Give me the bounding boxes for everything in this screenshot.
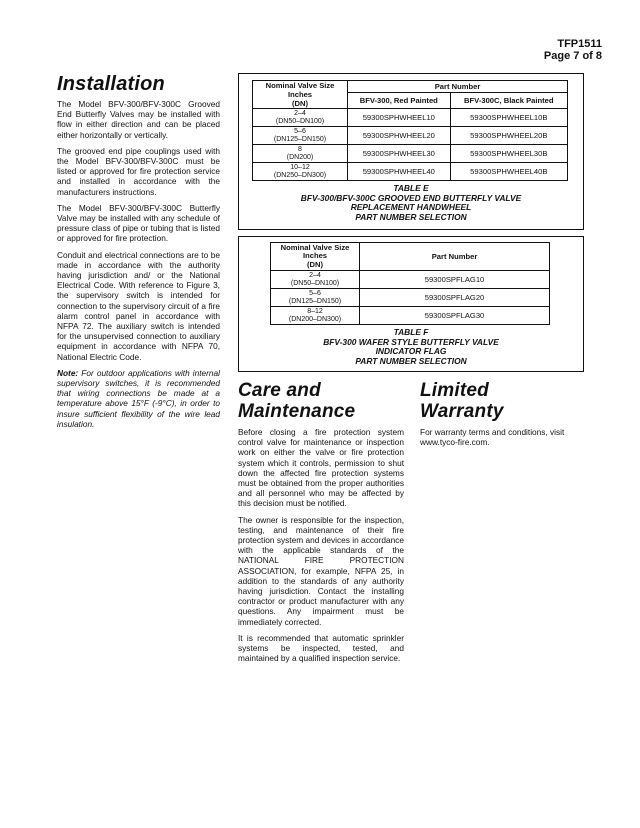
table-e [252, 80, 568, 181]
table-row [271, 289, 550, 307]
size-cell [271, 307, 360, 325]
table-row [253, 163, 568, 181]
size-text: 8–12 [307, 307, 323, 315]
table-e-size-header [253, 81, 348, 109]
size-cell [271, 271, 360, 289]
size-text: 10–12 [290, 163, 310, 171]
page-number: Page 7 of 8 [543, 50, 602, 62]
table-f-part-header: Part Number [360, 243, 550, 271]
header-text: Inches [287, 90, 313, 99]
installation-paragraph: The Model BFV-300/BFV-300C Grooved End Butterfly Valves may be installed with flow in either direction and can be placed either horizontally or vertically. [57, 99, 220, 140]
dn-text: (DN200) [286, 153, 314, 161]
table-e-red-header: BFV-300, Red Painted [348, 93, 451, 109]
installation-note [57, 368, 220, 429]
table-row [253, 109, 568, 127]
dn-text: (DN200–DN300) [288, 315, 342, 323]
table-e-caption [238, 184, 584, 222]
care-section [238, 380, 404, 669]
black-part-cell: 59300SPHWHEEL30B [450, 145, 567, 163]
care-paragraph: Before closing a fire protection system control valve for maintenance or inspection work on either the valve or fire protection system which it controls, permission to shut down the affected fire protection systems must be obtained from the proper authorities and all personnel who may be affected by this decision must be notified. [238, 427, 404, 509]
table-row [271, 307, 550, 325]
table-row [253, 127, 568, 145]
warranty-section [420, 380, 586, 453]
size-cell [253, 109, 348, 127]
header-text: (DN) [291, 99, 309, 108]
care-paragraph: The owner is responsible for the inspection, testing, and maintenance of their fire protection system and devices in accordance with the applicable standards of the NATIONAL FIRE PROTECTION ASSOCIATION, for example, NFPA 25, in addition to the standards of any authority having jurisdiction. Contact the installing contractor or product manufacturer with any questions. Any impairment must be immediately corrected. [238, 514, 404, 627]
caption-line: PART NUMBER SELECTION [355, 211, 467, 222]
header-text: Inches [302, 251, 328, 261]
caption-line: BFV-300 WAFER STYLE BUTTERFLY VALVE [323, 336, 499, 347]
caption-line: TABLE E [393, 183, 429, 193]
red-part-cell: 59300SPHWHEEL10 [348, 109, 451, 127]
black-part-cell: 59300SPHWHEEL40B [450, 163, 567, 181]
caption-line: INDICATOR FLAG [375, 346, 447, 357]
page-header [544, 38, 602, 62]
table-f-caption [238, 328, 584, 366]
black-part-cell: 59300SPHWHEEL20B [450, 127, 567, 145]
dn-text: (DN125–DN150) [288, 297, 342, 305]
size-text: 5–6 [294, 127, 306, 135]
table-f-size-header [271, 243, 360, 271]
dn-text: (DN50–DN100) [275, 117, 325, 125]
heading-line: Care and [238, 380, 321, 401]
care-heading [238, 380, 404, 422]
part-cell: 59300SPFLAG10 [360, 271, 550, 289]
heading-line: Warranty [420, 401, 504, 422]
caption-line: PART NUMBER SELECTION [355, 355, 467, 366]
part-cell: 59300SPFLAG20 [360, 289, 550, 307]
red-part-cell: 59300SPHWHEEL30 [348, 145, 451, 163]
installation-section [57, 72, 220, 435]
document-id: TFP1511 [557, 38, 602, 50]
caption-line: REPLACEMENT HANDWHEEL [350, 202, 472, 213]
dn-text: (DN50–DN100) [290, 279, 340, 287]
part-cell: 59300SPFLAG30 [360, 307, 550, 325]
header-text: (DN) [306, 259, 324, 269]
heading-line: Limited [420, 380, 489, 401]
table-f [270, 242, 550, 325]
table-e-part-header: Part Number [348, 81, 568, 93]
installation-paragraph: The grooved end pipe couplings used with the Model BFV-300/BFV-300C must be listed or approved for fire protection service and installed in accordance with the manufacturers instructions. [57, 145, 220, 197]
header-text: Nominal Valve Size [280, 242, 350, 252]
caption-line: BFV-300/BFV-300C GROOVED END BUTTERFLY VALVE [300, 192, 522, 203]
size-text: 8 [298, 145, 302, 153]
red-part-cell: 59300SPHWHEEL40 [348, 163, 451, 181]
size-cell [253, 145, 348, 163]
size-cell [253, 163, 348, 181]
dn-text: (DN250–DN300) [273, 171, 327, 179]
size-cell [271, 289, 360, 307]
installation-heading: Installation [57, 73, 165, 95]
heading-line: Maintenance [238, 401, 356, 422]
note-text: For outdoor applications with internal supervisory switches, it is recommended that wiring connections be made at a temperature above 15°F (-9°C), in order to insure sufficient flexibility of the wire lead insulation. [57, 367, 220, 429]
warranty-text: For warranty terms and conditions, visit www.tyco-fire.com. [420, 427, 565, 448]
size-text: 2–4 [309, 271, 321, 279]
size-cell [253, 127, 348, 145]
installation-paragraph: Conduit and electrical connections are to be made in accordance with the authority having jurisdiction and/ or the National Electrical Code. With reference to Figure 3, the supervisory switch is intended for connection to the supervisory circuit of a fire alarm control panel in accordance with NFPA 72. The auxiliary switch is intended for the unsupervised connection to auxiliary equipment in accordance with NFPA 70, National Electric Code. [57, 249, 220, 362]
table-e-black-header: BFV-300C, Black Painted [450, 93, 567, 109]
warranty-heading [420, 380, 586, 422]
red-part-cell: 59300SPHWHEEL20 [348, 127, 451, 145]
dn-text: (DN125–DN150) [273, 135, 327, 143]
black-part-cell: 59300SPHWHEEL10B [450, 109, 567, 127]
header-text: Nominal Valve Size [265, 81, 335, 90]
table-row [271, 271, 550, 289]
note-label: Note: [57, 367, 79, 378]
installation-paragraph: The Model BFV-300/BFV-300C Butterfly Valve may be installed with any schedule of pressure class of pipe or tubing that is listed or approved for fire protection. [57, 202, 220, 244]
caption-line: TABLE F [393, 327, 429, 337]
size-text: 2–4 [294, 109, 306, 117]
care-paragraph: It is recommended that automatic sprinkler systems be inspected, tested, and maintained by a qualified inspection service. [238, 632, 404, 664]
size-text: 5–6 [309, 289, 321, 297]
table-row [253, 145, 568, 163]
